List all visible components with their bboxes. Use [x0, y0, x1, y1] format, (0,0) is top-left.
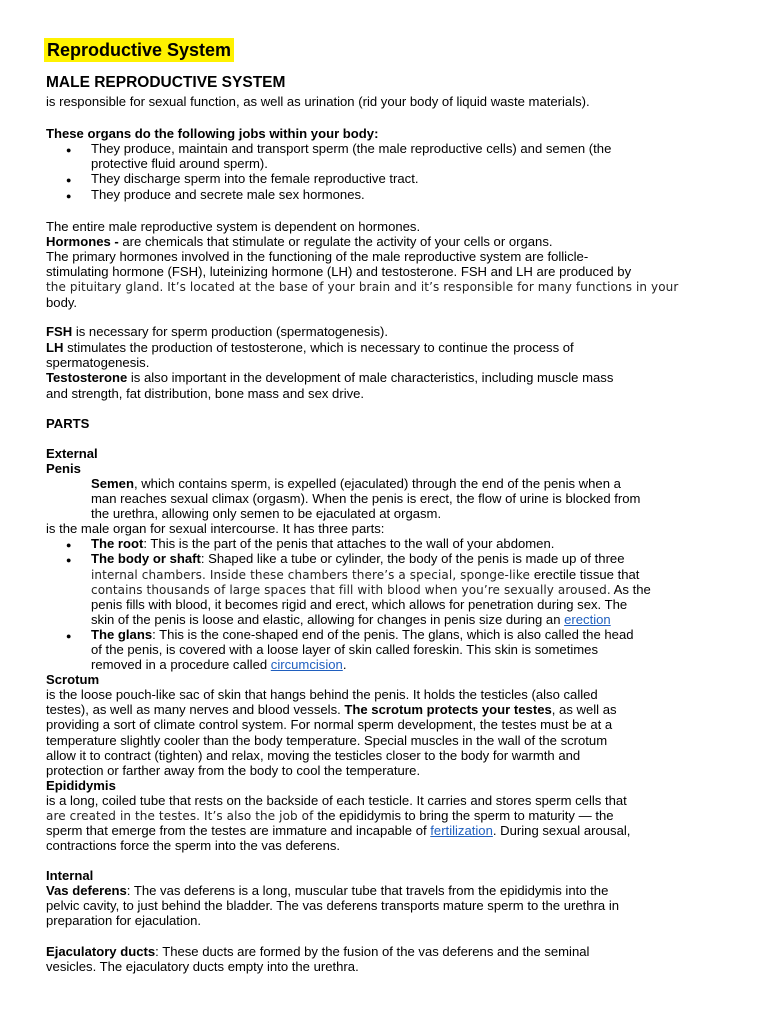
- list-item: They produce, maintain and transport sperm (the male reproductive cells) and semen (the: [91, 141, 612, 156]
- semen-line: Semen, which contains sperm, is expelled (ejaculated) through the end of the penis when a: [91, 476, 621, 491]
- paragraph-line: testes), as well as many nerves and blood vessels. The scrotum protects your testes, as well as: [46, 702, 617, 717]
- paragraph-line: stimulating hormone (FSH), luteinizing hormone (LH) and testosterone. FSH and LH are produced by: [46, 264, 632, 279]
- paragraph-line: the pituitary gland. It’s located at the base of your brain and it’s responsible for many functions in your: [46, 280, 679, 294]
- list-item: They produce and secrete male sex hormones.: [91, 187, 365, 202]
- testosterone-line: Testosterone is also important in the development of male characteristics, including muscle mass: [46, 370, 614, 385]
- paragraph-line: pelvic cavity, to just behind the bladder. The vas deferens transports mature sperm to the urethra in: [46, 898, 620, 913]
- epididymis-heading: Epididymis: [46, 778, 116, 793]
- paragraph-line: and strength, fat distribution, bone mass and sex drive.: [46, 386, 365, 401]
- paragraph-line: providing a sort of climate control system. For normal sperm development, the testes must be at a: [46, 717, 613, 732]
- hormones-definition: Hormones - are chemicals that stimulate or regulate the activity of your cells or organs.: [46, 234, 553, 249]
- paragraph-line: allow it to contract (tighten) and relax, moving the testicles closer to the body for warmth and: [46, 748, 581, 763]
- jobs-heading: These organs do the following jobs within your body:: [46, 126, 379, 141]
- external-heading: External: [46, 446, 98, 461]
- bullet-icon: ●: [66, 191, 72, 201]
- penis-heading: Penis: [46, 461, 81, 476]
- paragraph-line: The entire male reproductive system is dependent on hormones.: [46, 219, 421, 234]
- intro-text: is responsible for sexual function, as well as urination (rid your body of liquid waste materials).: [46, 94, 590, 109]
- paragraph-line: sperm that emerge from the testes are immature and incapable of fertilization. During sexual arousal,: [46, 823, 631, 838]
- list-item-continued: internal chambers. Inside these chambers there’s a special, sponge-like erectile tissue that: [91, 567, 640, 582]
- paragraph-line: is the male organ for sexual intercourse. It has three parts:: [46, 521, 385, 536]
- paragraph-line: spermatogenesis.: [46, 355, 150, 370]
- fsh-line: FSH is necessary for sperm production (spermatogenesis).: [46, 324, 389, 339]
- circumcision-link[interactable]: circumcision: [270, 657, 343, 672]
- bullet-icon: ●: [66, 540, 72, 550]
- paragraph-line: is a long, coiled tube that rests on the backside of each testicle. It carries and stores sperm cells that: [46, 793, 627, 808]
- paragraph-line: protection or farther away from the body to cool the temperature.: [46, 763, 421, 778]
- parts-heading: PARTS: [46, 416, 90, 431]
- erection-link[interactable]: erection: [564, 612, 611, 627]
- list-item: They discharge sperm into the female reproductive tract.: [91, 171, 419, 186]
- paragraph-line: man reaches sexual climax (orgasm). When the penis is erect, the flow of urine is blocked from: [91, 491, 641, 506]
- scrotum-heading: Scrotum: [46, 672, 100, 687]
- paragraph-line: body.: [46, 295, 78, 310]
- list-item: The glans: This is the cone-shaped end of the penis. The glans, which is also called the head: [91, 627, 634, 642]
- page-title: Reproductive System: [44, 38, 234, 62]
- section-heading: MALE REPRODUCTIVE SYSTEM: [46, 74, 286, 91]
- bullet-icon: ●: [66, 631, 72, 641]
- fertilization-link[interactable]: fertilization: [430, 823, 493, 838]
- list-item-continued: protective fluid around sperm).: [91, 156, 268, 171]
- list-item-continued: removed in a procedure called circumcision.: [91, 657, 347, 672]
- ejaculatory-ducts-line: Ejaculatory ducts: These ducts are formed by the fusion of the vas deferens and the seminal: [46, 944, 590, 959]
- bullet-icon: ●: [66, 175, 72, 185]
- paragraph-line: are created in the testes. It’s also the job of the epididymis to bring the sperm to maturity — the: [46, 808, 614, 823]
- paragraph-line: the urethra, allowing only semen to be ejaculated at orgasm.: [91, 506, 442, 521]
- list-item: The body or shaft: Shaped like a tube or cylinder, the body of the penis is made up of three: [91, 551, 625, 566]
- paragraph-line: contractions force the sperm into the vas deferens.: [46, 838, 341, 853]
- lh-line: LH stimulates the production of testosterone, which is necessary to continue the process of: [46, 340, 574, 355]
- list-item-continued: contains thousands of large spaces that fill with blood when you’re sexually aroused. As the: [91, 582, 651, 597]
- paragraph-line: temperature slightly cooler than the body temperature. Special muscles in the wall of the scrotum: [46, 733, 608, 748]
- paragraph-line: preparation for ejaculation.: [46, 913, 202, 928]
- paragraph-line: is the loose pouch-like sac of skin that hangs behind the penis. It holds the testicles (also called: [46, 687, 598, 702]
- bullet-icon: ●: [66, 145, 72, 155]
- paragraph-line: vesicles. The ejaculatory ducts empty into the urethra.: [46, 959, 359, 974]
- vas-deferens-line: Vas deferens: The vas deferens is a long, muscular tube that travels from the epididymis into the: [46, 883, 609, 898]
- list-item: The root: This is the part of the penis that attaches to the wall of your abdomen.: [91, 536, 555, 551]
- paragraph-line: The primary hormones involved in the functioning of the male reproductive system are follicle-: [46, 249, 589, 264]
- internal-heading: Internal: [46, 868, 94, 883]
- list-item-continued: skin of the penis is loose and elastic, allowing for changes in penis size during an erection: [91, 612, 611, 627]
- list-item-continued: penis fills with blood, it becomes rigid and erect, which allows for penetration during sex. The: [91, 597, 628, 612]
- list-item-continued: of the penis, is covered with a loose layer of skin called foreskin. This skin is sometimes: [91, 642, 598, 657]
- bullet-icon: ●: [66, 555, 72, 565]
